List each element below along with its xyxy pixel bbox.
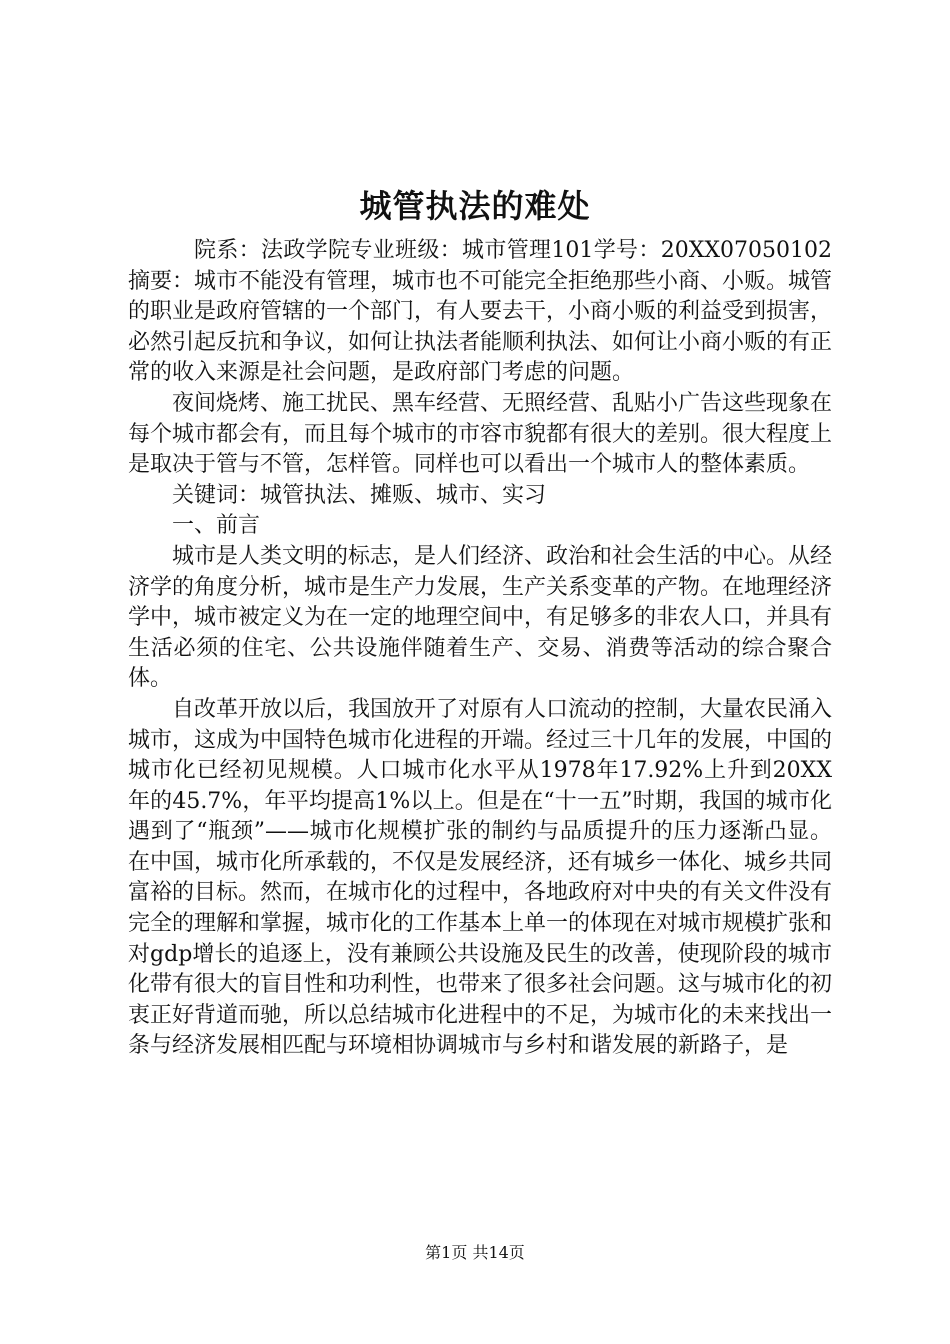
document-title: 城管执法的难处 [359,187,591,225]
paragraph-keywords: 关键词：城管执法、摊贩、城市、实习 [172,482,547,508]
paragraph-urbanization: 自改革开放以后，我国放开了对原有人口流动的控制，大量农民涌入城市，这成为中国特色城市化进程的开端。经过三十几年的发展，中国的城市化已经初见规模。人口城市化水平从1978年17.92%上升到20XX年的45.7%，年平均提高1%以上。但是在“十一五”时期，我国的城市化遇到了“瓶颈”——城市化规模扩张的制约与品质提升的压力逐渐凸显。在中国，城市化所承载的，不仅是发展经济，还有城乡一体化、城乡共同富裕的目标。然而，在城市化的过程中，各地政府对中央的有关文件没有完全的理解和掌握，城市化的工作基本上单一的体现在对城市规模扩张和对gdp增长的追逐上，没有兼顾公共设施及民生的改善，使现阶段的城市化带有很大的盲目性和功利性，也带来了很多社会问题。这与城市化的初衷正好背道而驰，所以总结城市化进程中的不足，为城市化的未来找出一条与经济发展相匹配与环境相协调城市与乡村和谐发展的新路子，是 [128,696,833,1059]
paragraph-phenomena: 夜间烧烤、施工扰民、黑车经营、无照经营、乱贴小广告这些现象在每个城市都会有，而且每个城市的市容市貌都有很大的差别。很大程度上是取决于管与不管，怎样管。同样也可以看出一个城市人的整体素质。 [128,390,833,478]
section-heading-preface: 一、前言 [172,513,261,539]
document-body [128,236,832,1062]
paragraph-city-definition: 城市是人类文明的标志，是人们经济、政治和社会生活的中心。从经济学的角度分析，城市是生产力发展，生产关系变革的产物。在地理经济学中，城市被定义为在一定的地理空间中，有足够多的非农人口，并具有生活必须的住宅、公共设施伴随着生产、交易、消费等活动的综合聚合体。 [128,543,833,692]
paragraph-abstract: 院系：法政学院专业班级：城市管理101学号：20XX07050102摘要：城市不能没有管理，城市也不可能完全拒绝那些小商、小贩。城管的职业是政府管辖的一个部门，有人要去干，小商小贩的利益受到损害，必然引起反抗和争议，如何让执法者能顺利执法、如何让小商小贩的有正常的收入来源是社会问题，是政府部门考虑的问题。 [128,238,833,386]
page-footer: 第1页 共14页 [425,1243,525,1262]
